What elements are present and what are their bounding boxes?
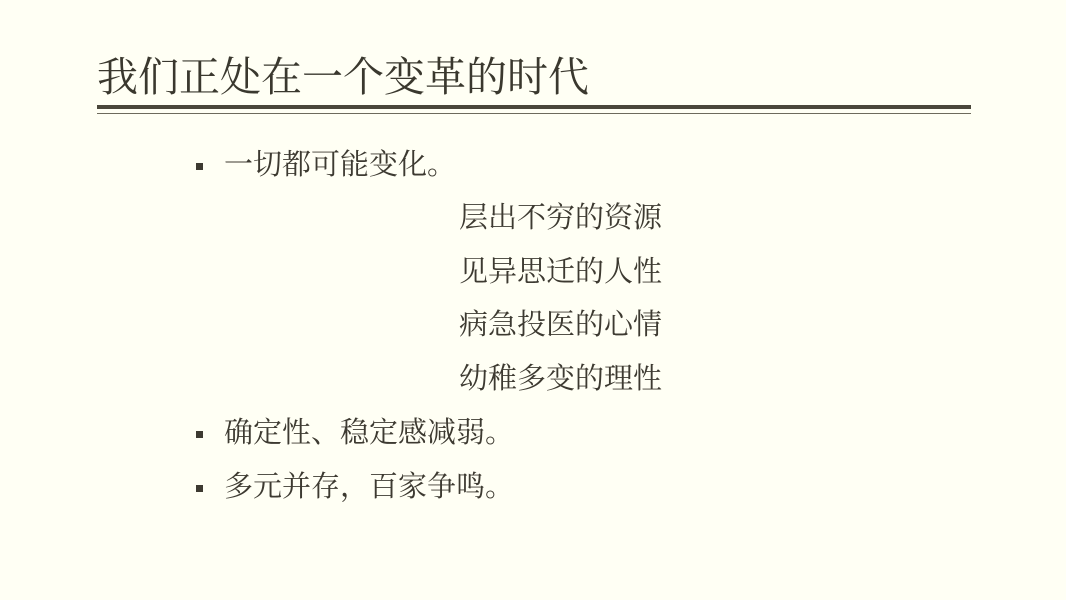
slide-title: 我们正处在一个变革的时代 (97, 53, 589, 101)
bullet-item-2 (196, 412, 514, 452)
square-bullet-icon (196, 163, 203, 170)
title-underline-thick (97, 105, 971, 109)
bullet-text: 一切都可能变化。 (224, 147, 457, 181)
bullet-item-1 (196, 144, 456, 184)
square-bullet-icon (196, 431, 203, 438)
sub-line-4: 幼稚多变的理性 (459, 361, 663, 395)
bullet-text: 多元并存，百家争鸣。 (224, 469, 515, 503)
sub-line-2: 见异思迁的人性 (459, 254, 663, 288)
bullet-item-3 (196, 466, 514, 506)
bullet-text: 确定性、稳定感减弱。 (224, 415, 515, 449)
sub-line-1: 层出不穷的资源 (459, 200, 663, 234)
square-bullet-icon (196, 485, 203, 492)
sub-line-3: 病急投医的心情 (459, 307, 663, 341)
title-underline-thin (97, 113, 971, 114)
